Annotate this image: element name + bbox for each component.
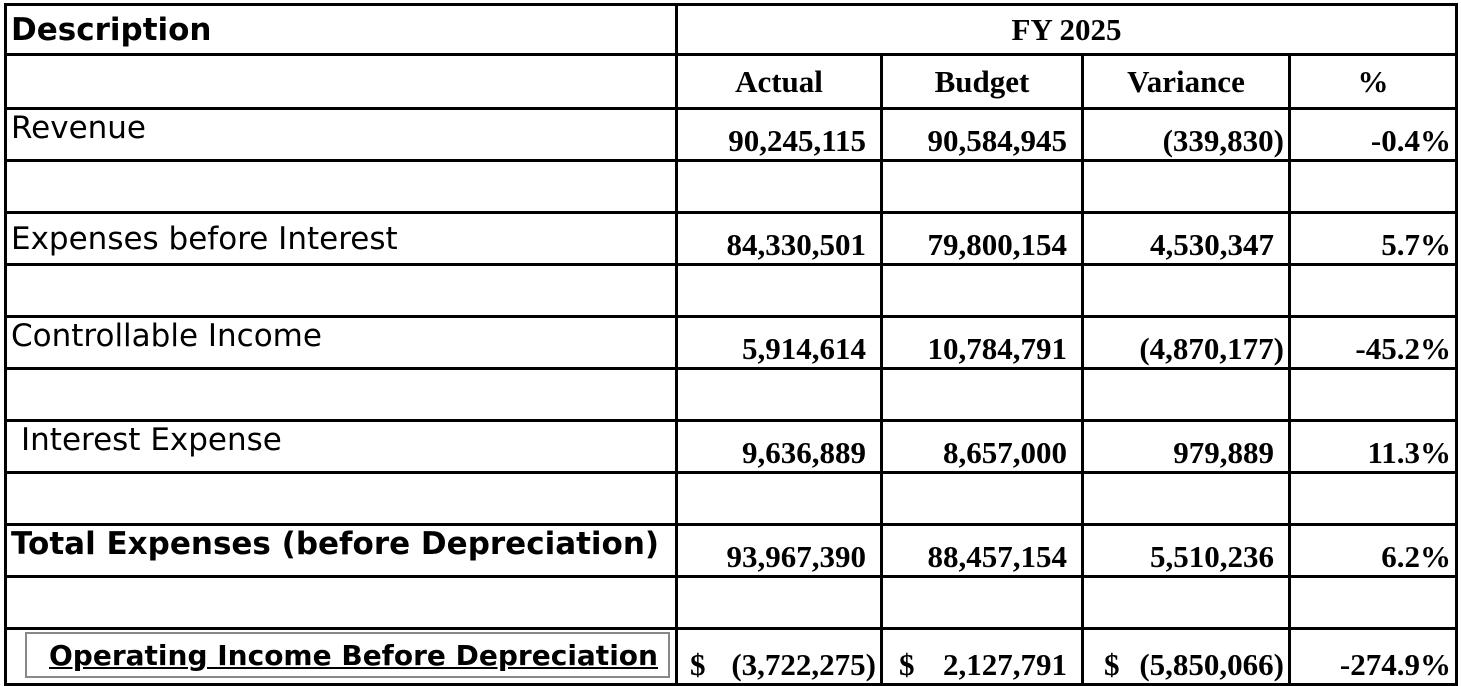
row-label: Interest Expense <box>6 421 677 473</box>
spacer-row <box>6 161 1457 213</box>
row-label: Controllable Income <box>6 317 677 369</box>
table-row-total-expenses <box>6 525 1457 577</box>
budget-header: Budget <box>882 55 1083 109</box>
variance-value: (5,850,066) <box>1139 647 1284 682</box>
budget-value: 2,127,791 <box>943 647 1067 682</box>
table-row-controllable-income <box>6 317 1457 369</box>
table-row-operating-income <box>6 629 1457 685</box>
header-row-period <box>6 5 1457 55</box>
percent-value: -274.9% <box>1290 629 1457 685</box>
percent-value: 11.3% <box>1290 421 1457 473</box>
actual-value: 9,636,889 <box>677 421 882 473</box>
header-row-columns <box>6 55 1457 109</box>
variance-value: 5,510,236 <box>1083 525 1290 577</box>
spacer-row <box>6 265 1457 317</box>
budget-value: 90,584,945 <box>882 109 1083 161</box>
currency-symbol: $ <box>690 647 706 682</box>
operating-income-label-cell <box>6 629 677 685</box>
variance-value: (339,830) <box>1083 109 1290 161</box>
actual-value: 5,914,614 <box>677 317 882 369</box>
actual-value-cell <box>677 629 882 685</box>
variance-value-cell <box>1083 629 1290 685</box>
actual-value: 84,330,501 <box>677 213 882 265</box>
percent-value: -45.2% <box>1290 317 1457 369</box>
variance-value: 979,889 <box>1083 421 1290 473</box>
row-label: Operating Income Before Depreciation <box>49 639 658 672</box>
percent-value: 6.2% <box>1290 525 1457 577</box>
actual-value: 90,245,115 <box>677 109 882 161</box>
period-header: FY 2025 <box>677 5 1457 55</box>
spacer-row <box>6 369 1457 421</box>
budget-value: 10,784,791 <box>882 317 1083 369</box>
percent-value: -0.4% <box>1290 109 1457 161</box>
budget-table <box>4 3 1458 686</box>
budget-value: 79,800,154 <box>882 213 1083 265</box>
table-row-interest-expense <box>6 421 1457 473</box>
actual-header: Actual <box>677 55 882 109</box>
spacer-row <box>6 473 1457 525</box>
row-label: Revenue <box>6 109 677 161</box>
budget-value-cell <box>882 629 1083 685</box>
actual-value: 93,967,390 <box>677 525 882 577</box>
budget-value: 88,457,154 <box>882 525 1083 577</box>
spacer-row <box>6 577 1457 629</box>
percent-header: % <box>1290 55 1457 109</box>
actual-value: (3,722,275) <box>731 647 876 682</box>
budget-value: 8,657,000 <box>882 421 1083 473</box>
description-header: Description <box>6 5 677 55</box>
percent-value: 5.7% <box>1290 213 1457 265</box>
currency-symbol: $ <box>1104 647 1120 682</box>
blank-cell <box>6 55 677 109</box>
table-row-revenue <box>6 109 1457 161</box>
variance-value: (4,870,177) <box>1083 317 1290 369</box>
currency-symbol: $ <box>899 647 915 682</box>
row-label: Expenses before Interest <box>6 213 677 265</box>
operating-income-box <box>25 632 670 678</box>
variance-header: Variance <box>1083 55 1290 109</box>
row-label: Total Expenses (before Depreciation) <box>6 525 677 577</box>
variance-value: 4,530,347 <box>1083 213 1290 265</box>
table-row-expenses-before-interest <box>6 213 1457 265</box>
